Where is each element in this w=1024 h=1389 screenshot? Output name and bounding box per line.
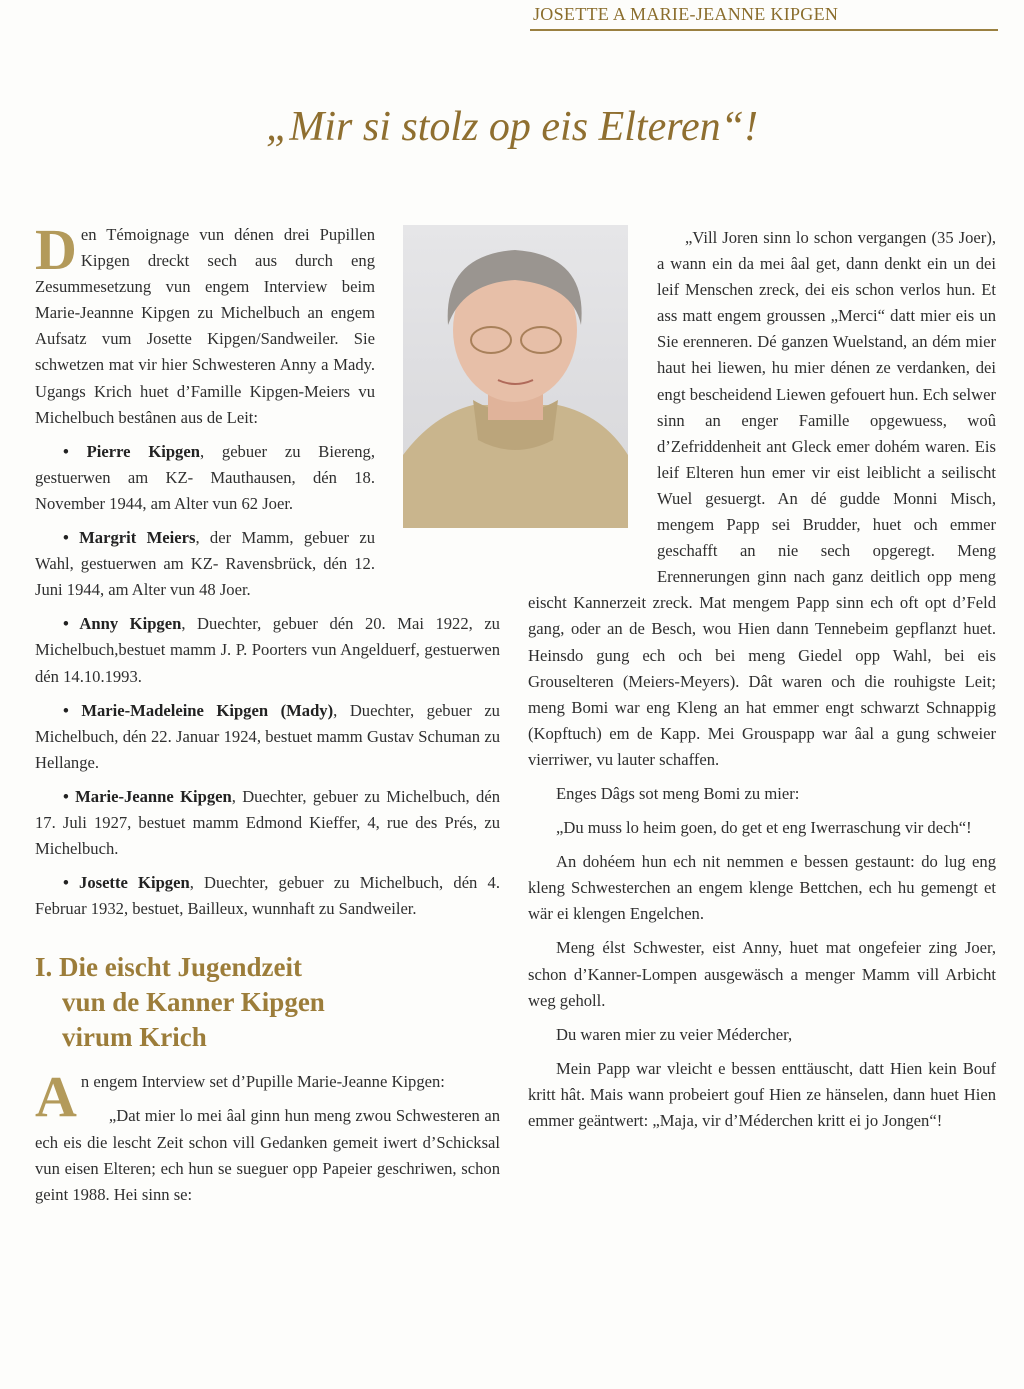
heading-line: I. Die eischt Jugendzeit (35, 952, 302, 983)
section-intro (35, 1064, 500, 1130)
member-details: , der Mamm, gebuer zu Wahl, gestuerwen am KZ- Ravensbrück, dén 12. Juni 1944, am Alter vun 48 Joer. (35, 528, 375, 600)
member-details: , Duechter, gebuer dén 20. Mai 1922, zu Michelbuch,bestuet mamm J. P. Poorters vun Angelduerf, gestuerwen dén 14.10.1993. (35, 614, 500, 686)
body-paragraph: Enges Dâgs sot meng Bomi zu mier: (556, 783, 800, 803)
member-name: • Anny Kipgen (63, 614, 182, 634)
body-paragraph: „Du muss lo heim goen, do get et eng Iwerraschung vir dech“! (556, 818, 972, 838)
body-paragraph: Du waren mier zu veier Médercher, (556, 1024, 793, 1044)
member-name: • Marie-Madeleine Kipgen (Mady) (63, 700, 334, 720)
section-heading (35, 950, 500, 1055)
body-paragraph: Mein Papp war vleicht e bessen enttäuscht, datt Hien kein Bouf kritt hât. Mais wann probeiert gouf Hien ze hänselen, dann huet Hien emmer geäntwert: „Maja, vir d’Méderchen kritt ei jo Jongen“! (528, 1058, 996, 1130)
member-name: • Marie-Jeanne Kipgen (63, 786, 232, 806)
family-member (35, 698, 500, 776)
member-details: , gebuer zu Biereng, gestuerwen am KZ- Mauthausen, dén 18. November 1944, am Alter vun 62 Joer. (35, 441, 375, 513)
running-header: JOSETTE A MARIE-JEANNE KIPGEN (533, 4, 839, 24)
body-paragraph: An dohéem hun ech nit nemmen e bessen gestaunt: do lug eng kleng Schwesterchen an engem klenge Bettchen, ech hu gemengt et wär ei klengen Engelchen. (528, 852, 996, 924)
right-column (528, 225, 996, 1142)
intro-text: en Témoignage vun dénen drei Pupillen Kipgen dreckt sech aus durch eng Zesummesetzung vun engem Interview beim Marie-Jeannne Kipgen zu Michelbuch an engem Aufsatz vum Josette Kipgen/Sandweiler. Sie schwetzen mat vir hier Schwesteren Anny a Mady. Ugangs Krich huet d’Famille Kipgen-Meiers vu Michelbuch bestânen aus de Leit: (35, 225, 375, 427)
heading-line: vun de Kanner Kipgen (62, 987, 325, 1018)
left-column (35, 217, 501, 1216)
body-paragraph: Meng élst Schwester, eist Anny, huet mat ongefeier zing Joer, schon d’Kanner-Lompen ausgewäsch a menger Mamm vill Arbicht weg geholl. (528, 938, 996, 1010)
family-member (35, 611, 500, 689)
quote-paragraph: „Dat mier lo mei âal ginn hun meng zwou Schwesteren an ech eis die lescht Zeit schon vill Gedanken gemeit iwert d’Schicksal vun eisen Elteren; ech hun se sueguer opp Papeier geschriwen, schon geint 1988. Hei sinn se: (35, 1106, 500, 1204)
family-member (35, 784, 500, 862)
member-name: • Josette Kipgen (63, 873, 190, 893)
article-title: „Mir si stolz op eis Elteren“! (266, 104, 758, 150)
member-name: • Margrit Meiers (63, 528, 196, 548)
drop-cap: D (35, 217, 77, 282)
heading-line: virum Krich (62, 1022, 207, 1053)
member-details: , Duechter, gebuer zu Michelbuch, dén 22. Januar 1924, bestuet mamm Gustav Schuman zu Hellange. (35, 700, 500, 772)
section-intro-text: n engem Interview set d’Pupille Marie-Jeanne Kipgen: (80, 1072, 445, 1092)
member-name: • Pierre Kipgen (63, 441, 200, 461)
family-member (35, 870, 500, 922)
header-rule (530, 29, 998, 31)
member-details: , Duechter, gebuer zu Michelbuch, dén 4. Februar 1932, bestuet, Bailleux, wunnhaft zu Sandweiler. (35, 873, 501, 919)
body-paragraph: „Vill Joren sinn lo schon vergangen (35 Joer), a wann ein da mei âal get, dann denkt ein un dei leif Menschen zreck, dei eis schon verlos hun. Et ass matt engem groussen „Merci“ datt mier eis un Sie erenneren. Dé ganzen Wuelstand, an dém mier haut hei liewen, hu mier dénen ze verdanken, dei engt bescheidend Liewen gefouert hun. Ech selwer sinn an enger Famille opgewuess, woû d’Zefriddenheit ant Gleck emer dohém waren. Eis leif Elteren hun emer vir eist leiblicht a seilischt Wuel gesuergt. An dé gudde Monni Misch, mengem Papp sei Brudder, huet och emmer geschafft an nie sech opgeregt. Meng Erennerungen ginn nach ganz deitlich opp meng eischt Kannerzeit zreck. Mat mengem Papp sinn ech oft opt d’Feld gang, oder an de Besch, wou Hien dann Tennebeim gepflanzt huet. Heinsdo gung ech och bei meng Giedel opp Wahl, bei eis Grouselteren (Meiers-Meyers). Dât waren och die rouhigste Leit; meng Bomi war eng Kleng an hat emmer engt schwarzt Schnappig (Kopftuch) em de Kapp. Mei Grouspapp war âal a gung schweier vierriwer, vu lauter schaffen. (528, 228, 996, 769)
drop-cap: A (35, 1064, 77, 1130)
member-details: , Duechter, gebuer zu Michelbuch, dén 17. Juli 1927, bestuet mamm Edmond Kieffer, 4, rue des Prés, zu Michelbuch. (35, 786, 500, 859)
